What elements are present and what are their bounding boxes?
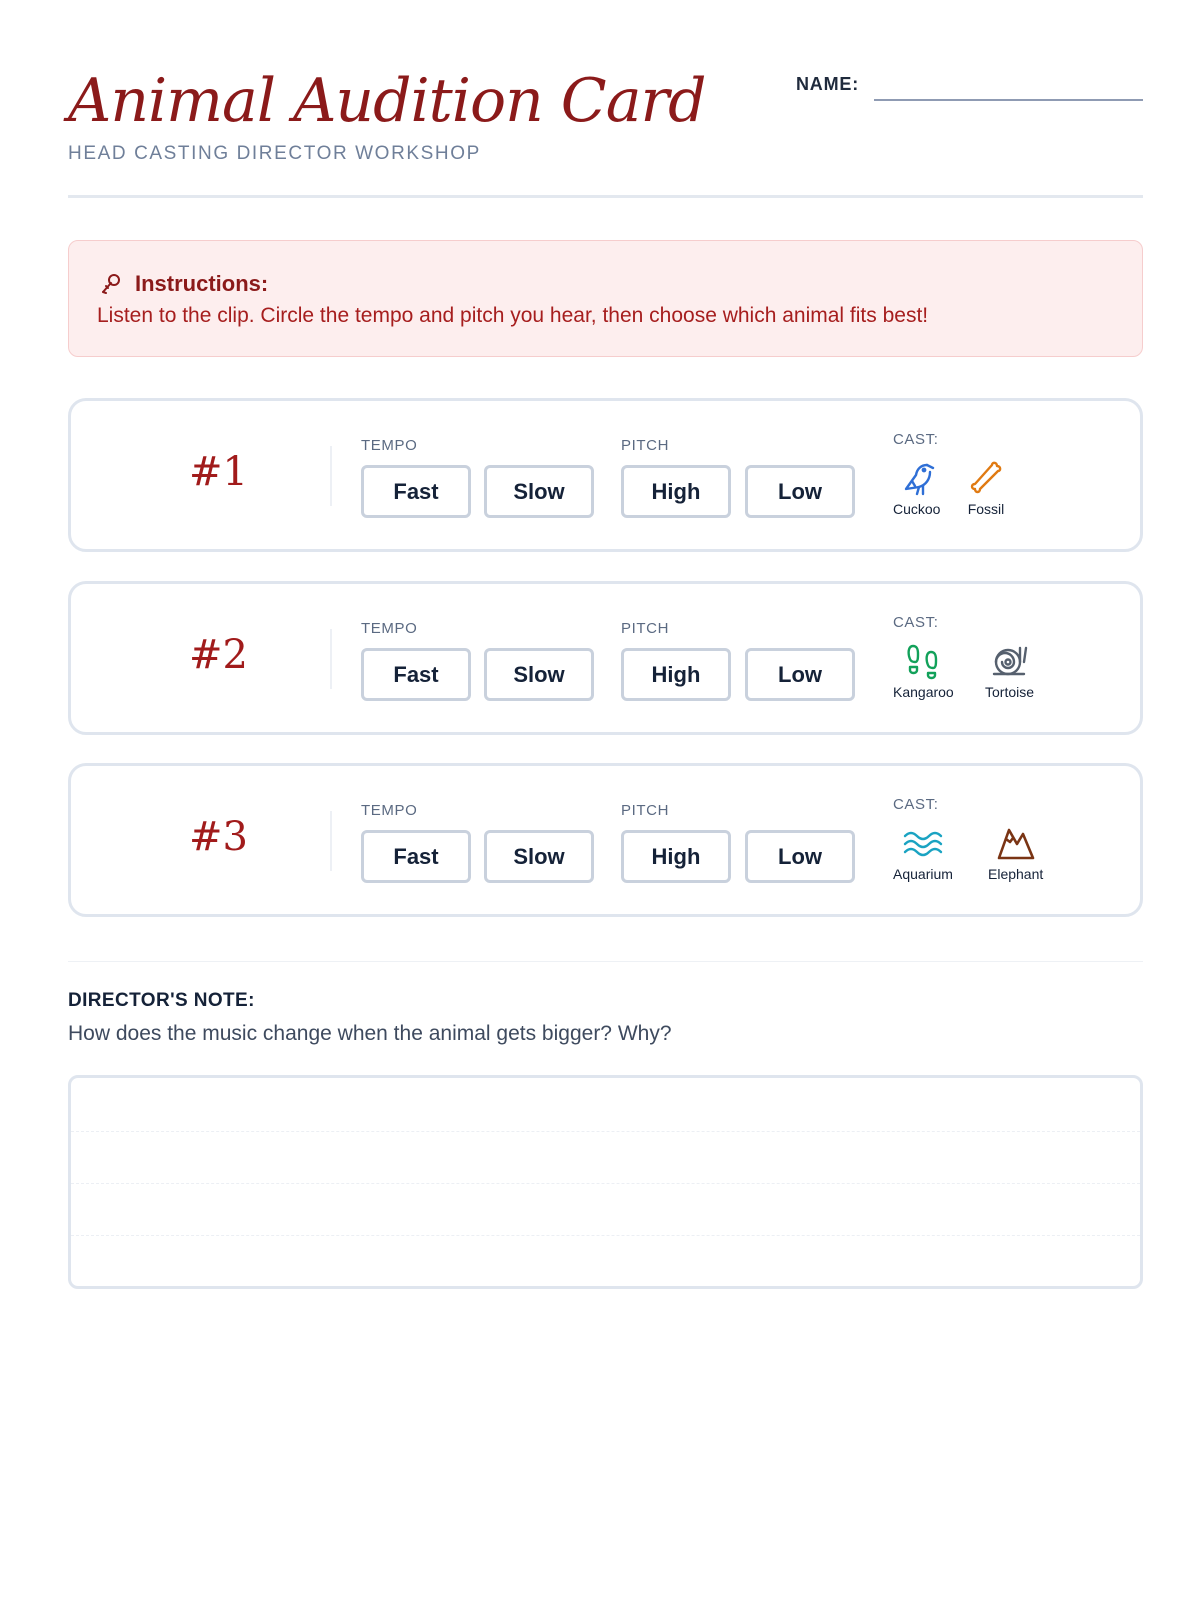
pitch-low-button[interactable]: Low [745, 830, 855, 883]
cast-name: Cuckoo [893, 501, 941, 517]
pitch-label: PITCH [621, 802, 669, 819]
cast-option-elephant[interactable] [988, 824, 1043, 882]
director-note-label: DIRECTOR'S NOTE: [68, 990, 255, 1011]
name-label: NAME: [796, 74, 859, 94]
cast-option-kangaroo[interactable] [893, 642, 954, 700]
cast-name: Fossil [967, 501, 1005, 517]
ruled-line [71, 1131, 1140, 1132]
tempo-label: TEMPO [361, 620, 418, 637]
snail-icon [990, 642, 1030, 682]
ruled-line [71, 1235, 1140, 1236]
cast-name: Elephant [988, 866, 1044, 882]
tempo-fast-button[interactable]: Fast [361, 830, 471, 883]
round-number: #3 [189, 814, 248, 860]
pitch-high-button[interactable]: High [621, 465, 731, 518]
cast-name: Tortoise [985, 684, 1035, 700]
cast-label: CAST: [893, 796, 939, 813]
mountain-icon [996, 824, 1036, 864]
pitch-label: PITCH [621, 620, 669, 637]
round-card [68, 763, 1143, 917]
pitch-low-button[interactable]: Low [745, 465, 855, 518]
cast-name: Kangaroo [893, 684, 954, 700]
pitch-low-button[interactable]: Low [745, 648, 855, 701]
pitch-label: PITCH [621, 437, 669, 454]
cast-label: CAST: [893, 614, 939, 631]
bird-icon [897, 459, 937, 499]
tempo-fast-button[interactable]: Fast [361, 465, 471, 518]
tempo-fast-button[interactable]: Fast [361, 648, 471, 701]
round-number: #2 [189, 632, 248, 678]
pitch-high-button[interactable]: High [621, 830, 731, 883]
divider [330, 446, 332, 506]
cast-option-fossil[interactable] [966, 459, 1006, 517]
footprints-icon [903, 642, 943, 682]
tempo-label: TEMPO [361, 437, 418, 454]
microphone-icon [99, 272, 123, 296]
tempo-slow-button[interactable]: Slow [484, 465, 594, 518]
instructions-text: Listen to the clip. Circle the tempo and pitch you hear, then choose which animal fits best! [97, 304, 929, 327]
pitch-high-button[interactable]: High [621, 648, 731, 701]
divider [330, 811, 332, 871]
bone-icon [966, 459, 1006, 499]
tempo-label: TEMPO [361, 802, 418, 819]
divider [68, 961, 1143, 962]
page-title: Animal Audition Card [68, 66, 706, 136]
waves-icon [903, 824, 943, 864]
cast-option-cuckoo[interactable] [893, 459, 940, 517]
ruled-line [71, 1183, 1140, 1184]
audition-card [68, 0, 1143, 1045]
divider [330, 629, 332, 689]
cast-option-tortoise[interactable] [985, 642, 1034, 700]
name-field[interactable] [874, 99, 1143, 101]
page-subtitle: HEAD CASTING DIRECTOR WORKSHOP [68, 143, 481, 164]
header [68, 0, 1143, 198]
round-card [68, 581, 1143, 735]
director-note-question: How does the music change when the animal gets bigger? Why? [68, 1022, 672, 1045]
tempo-slow-button[interactable]: Slow [484, 830, 594, 883]
director-note-answer-box[interactable] [68, 1075, 1143, 1289]
instructions-heading [99, 271, 268, 297]
round-number: #1 [189, 449, 248, 495]
cast-option-aquarium[interactable] [893, 824, 953, 882]
cast-label: CAST: [893, 431, 939, 448]
instructions-title: Instructions: [135, 271, 269, 296]
tempo-slow-button[interactable]: Slow [484, 648, 594, 701]
round-card [68, 398, 1143, 552]
instructions-box [68, 240, 1143, 357]
cast-name: Aquarium [893, 866, 953, 882]
